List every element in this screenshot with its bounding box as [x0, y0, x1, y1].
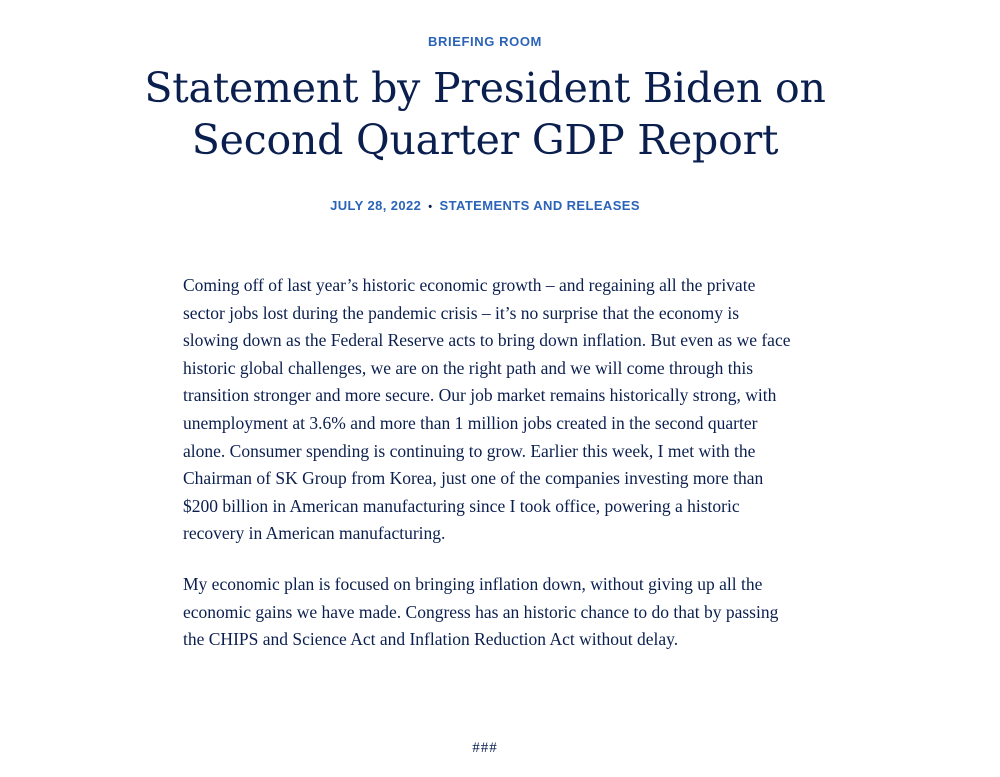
category-link[interactable]: STATEMENTS AND RELEASES	[439, 198, 640, 213]
page-title	[100, 62, 870, 166]
closing-marker: ###	[472, 740, 498, 756]
body-paragraph-2: My economic plan is focused on bringing inflation down, without giving up all the economic gains we have made. Congress has an historic chance to do that by passing the CHIPS and Science Act and Inflation Reduction Act without delay.	[183, 573, 779, 650]
article-body	[183, 272, 793, 677]
body-paragraph-1: Coming off of last year’s historic economic growth – and regaining all the private sector jobs lost during the pandemic crisis – it’s no surprise that the economy is slowing down as the Federal Reserve acts to bring down inflation. But even as we face historic global challenges, we are on the right path and we will come through this transition stronger and more secure. Our job market remains historically strong, with unemployment at 3.6% and more than 1 million jobs created in the second quarter alone. Consumer spending is continuing to grow. Earlier this week, I met with the Chairman of SK Group from Korea, just one of the companies investing more than $200 billion in American manufacturing since I took office, powering a historic recovery in American manufacturing.	[183, 275, 791, 544]
briefing-room-link[interactable]: BRIEFING ROOM	[428, 34, 542, 49]
publish-date: JULY 28, 2022	[330, 198, 422, 213]
article-meta	[0, 198, 970, 213]
title-line-1: Statement by President Biden on	[144, 64, 826, 112]
title-line-2: Second Quarter GDP Report	[191, 116, 779, 164]
meta-separator: •	[428, 201, 433, 213]
